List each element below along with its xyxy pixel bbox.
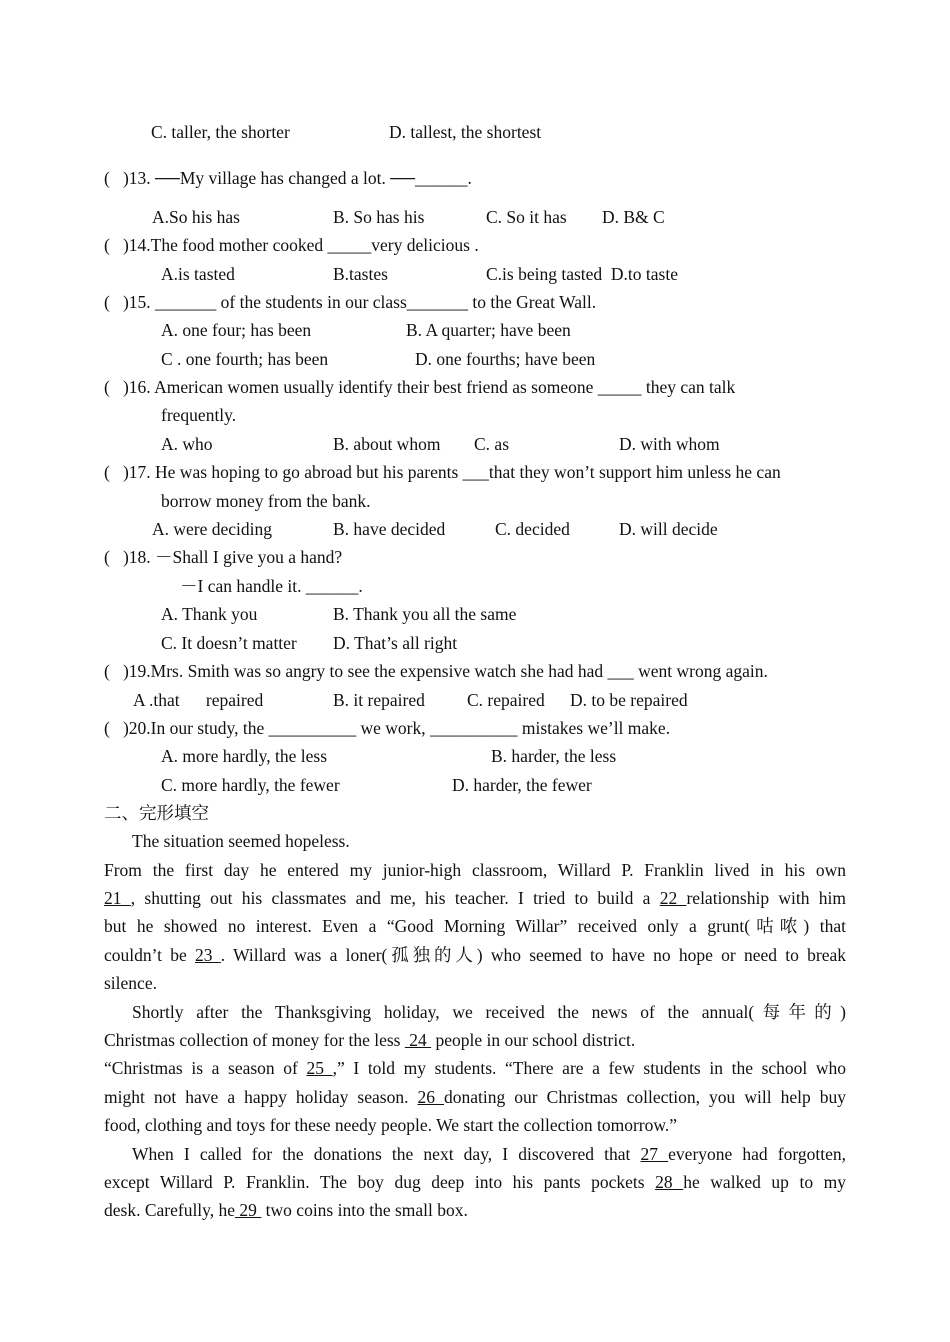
- q19-option-b: B. it repaired: [333, 690, 425, 710]
- q13-option-a: A.So his has: [152, 207, 240, 227]
- blank-29: 29: [235, 1200, 262, 1220]
- passage-line: except Willard P. Franklin. The boy dug deep into his pants pockets 28 he walked up to my: [104, 1172, 846, 1192]
- passage-line: food, clothing and toys for these needy people. We start the collection tomorrow.”: [104, 1115, 678, 1135]
- q20-stem: ( )20.In our study, the __________ we work, __________ mistakes we’ll make.: [104, 718, 671, 738]
- blank-27: 27: [640, 1144, 669, 1164]
- q16-option-a: A. who: [161, 434, 213, 454]
- q14-option-cd: C.is being tasted D.to taste: [486, 264, 678, 284]
- q13-stem: ( )13. ──My village has changed a lot. ──______.: [104, 168, 472, 188]
- blank-24: 24: [404, 1030, 432, 1050]
- q17-option-c: C. decided: [495, 519, 570, 539]
- q18-option-b: B. Thank you all the same: [333, 604, 517, 624]
- q16-option-c: C. as: [474, 434, 509, 454]
- q18-reply: －I can handle it. ______.: [180, 576, 363, 596]
- q17-stem-continued: borrow money from the bank.: [161, 491, 371, 511]
- passage-line: The situation seemed hopeless.: [132, 831, 350, 851]
- q16-option-d: D. with whom: [619, 434, 720, 454]
- passage-line: couldn’t be 23 . Willard was a loner(孤独的人) who seemed to have no hope or need to break: [104, 945, 847, 965]
- q14-option-b: B.tastes: [333, 264, 388, 284]
- q13-option-c: C. So it has: [486, 207, 567, 227]
- q20-option-b: B. harder, the less: [491, 746, 617, 766]
- passage-line: 21 , shutting out his classmates and me, his teacher. I tried to build a 22 relationship with him: [104, 888, 846, 908]
- q18-option-a: A. Thank you: [161, 604, 258, 624]
- q16-option-b: B. about whom: [333, 434, 441, 454]
- q15-option-b: B. A quarter; have been: [406, 320, 571, 340]
- q18-option-d: D. That’s all right: [333, 633, 458, 653]
- passage-line: From the first day he entered my junior-high classroom, Willard P. Franklin lived in his own: [104, 860, 846, 880]
- q17-option-a: A. were deciding: [152, 519, 273, 539]
- q19-option-a: A .that repaired: [133, 690, 264, 710]
- q15-option-a: A. one four; has been: [161, 320, 312, 340]
- passage-line: Christmas collection of money for the less 24 people in our school district.: [104, 1030, 636, 1050]
- q15-option-d: D. one fourths; have been: [415, 349, 596, 369]
- q14-stem: ( )14.The food mother cooked _____very delicious .: [104, 235, 479, 255]
- q13-option-d: D. B& C: [602, 207, 665, 227]
- q14-option-a: A.is tasted: [161, 264, 235, 284]
- q19-option-c: C. repaired: [467, 690, 545, 710]
- blank-22: 22: [659, 888, 687, 908]
- q16-stem: ( )16. American women usually identify their best friend as someone _____ they can talk: [104, 377, 736, 397]
- q20-option-d: D. harder, the fewer: [452, 775, 592, 795]
- passage-line: Shortly after the Thanksgiving holiday, we received the news of the annual(每年的): [132, 1002, 846, 1022]
- q20-option-a: A. more hardly, the less: [161, 746, 328, 766]
- q19-option-d: D. to be repaired: [570, 690, 688, 710]
- blank-25: 25: [306, 1058, 333, 1078]
- passage-line: might not have a happy holiday season. 26 donating our Christmas collection, you will help buy: [104, 1087, 847, 1107]
- q17-stem: ( )17. He was hoping to go abroad but his parents ___that they won’t support him unless he can: [104, 462, 781, 482]
- q13-option-b: B. So has his: [333, 207, 425, 227]
- q18-option-c: C. It doesn’t matter: [161, 633, 297, 653]
- q15-stem: ( )15. _______ of the students in our class_______ to the Great Wall.: [104, 292, 597, 312]
- section-heading: 二、完形填空: [104, 803, 209, 823]
- passage-line: silence.: [104, 973, 157, 993]
- q16-stem-continued: frequently.: [161, 405, 237, 425]
- q12-option-d: D. tallest, the shortest: [389, 122, 542, 142]
- q17-option-b: B. have decided: [333, 519, 446, 539]
- blank-21: 21: [104, 888, 131, 908]
- passage-line: desk. Carefully, he 29 two coins into the small box.: [104, 1200, 468, 1220]
- q20-option-c: C. more hardly, the fewer: [161, 775, 340, 795]
- blank-23: 23: [195, 945, 221, 965]
- q15-option-c: C . one fourth; has been: [161, 349, 329, 369]
- passage-line: When I called for the donations the next day, I discovered that 27 everyone had forgotten,: [132, 1144, 846, 1164]
- passage-line: but he showed no interest. Even a “Good Morning Willar” received only a grunt(咕哝) that: [104, 916, 846, 936]
- q12-option-c: C. taller, the shorter: [151, 122, 290, 142]
- blank-28: 28: [655, 1172, 684, 1192]
- q17-option-d: D. will decide: [619, 519, 718, 539]
- q19-stem: ( )19.Mrs. Smith was so angry to see the expensive watch she had had ___ went wrong again.: [104, 661, 768, 681]
- passage-line: “Christmas is a season of 25 ,” I told my students. “There are a few students in the school who: [104, 1058, 847, 1078]
- blank-26: 26: [417, 1087, 445, 1107]
- q18-stem: ( )18. －Shall I give you a hand?: [104, 547, 343, 567]
